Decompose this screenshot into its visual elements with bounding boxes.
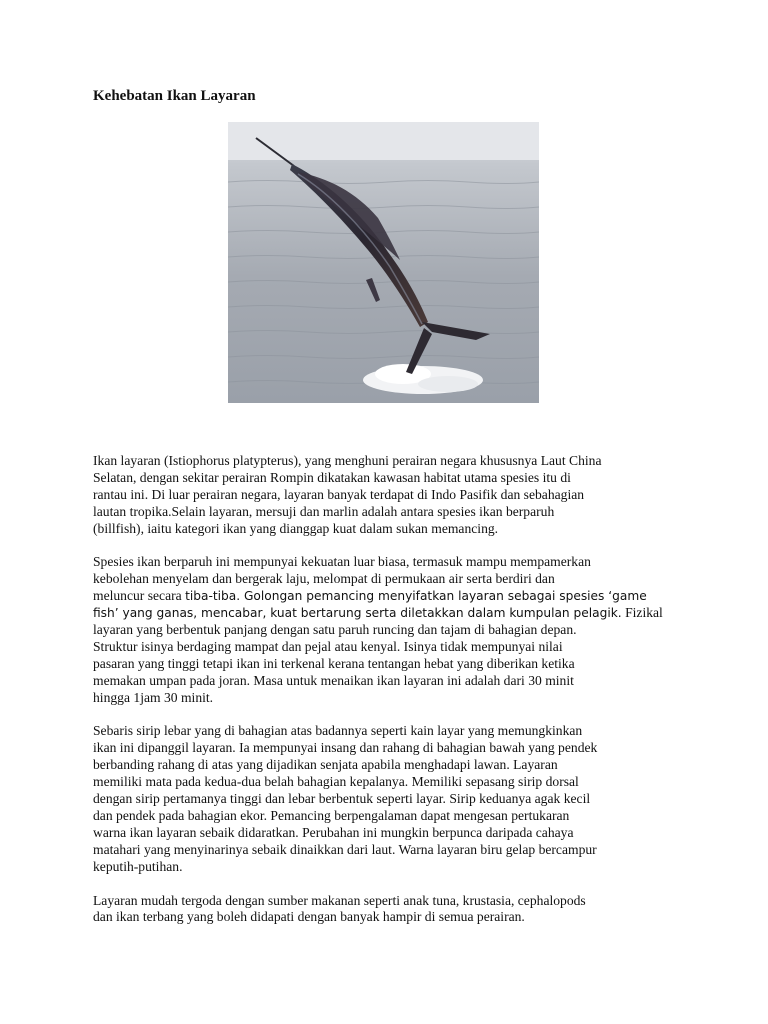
text-line: berbanding rahang di atas yang dijadikan senjata apabila menghadapi lawan. Layaran (93, 757, 558, 773)
text-line: dan ikan terbang yang boleh didapati dengan banyak hampir di semua perairan. (93, 909, 525, 925)
text-line: layaran yang berbentuk panjang dengan satu paruh runcing dan tajam di bahagian depan. (93, 622, 577, 638)
paragraph-3 (93, 723, 683, 875)
text-line: keputih-putihan. (93, 858, 183, 874)
text-line: dan pendek pada bahagian ekor. Pemancing berpengalaman dapat mengesan pertukaran (93, 808, 570, 823)
text-line: lautan tropika.Selain layaran, mersuji dan marlin adalah antara spesies ikan berparuh (93, 503, 555, 519)
text-line: Layaran mudah tergoda dengan sumber makanan seperti anak tuna, krustasia, cephalopods (93, 892, 586, 908)
text-line: pasaran yang tinggi tetapi ikan ini terkenal kerana tentangan hebat yang diberikan ketika (93, 655, 575, 671)
page-title: Kehebatan Ikan Layaran (93, 88, 256, 104)
text-line: warna ikan layaran sebaik didaratkan. Perubahan ini mungkin berpunca daripada cahaya (93, 824, 574, 840)
text-line: memakan umpan pada joran. Masa untuk menaikan ikan layaran ini adalah dari 30 minit (93, 672, 574, 688)
paragraph-1 (93, 453, 683, 538)
text-line: matahari yang menyinarinya sebaik dinaikkan dari laut. Warna layaran biru gelap bercampur (93, 841, 597, 857)
text-line: Struktur isinya berdaging mampat dan pejal atau kenyal. Isinya tidak mempunyai nilai (93, 638, 563, 654)
text-line-sans: fish’ yang ganas, mencabar, kuat bertarung serta diletakkan dalam kumpulan pelagik. (93, 606, 622, 621)
text-line: Fizikal (621, 605, 663, 621)
text-line: hingga 1jam 30 minit. (93, 689, 214, 705)
text-line: Ikan layaran (Istiophorus platypterus), yang menghuni perairan negara khususnya Laut China (93, 453, 602, 468)
article-body (93, 453, 683, 943)
paragraph-4 (93, 893, 683, 927)
text-line-sans: tiba-tiba. Golongan pemancing menyifatkan layaran sebagai spesies ‘game (185, 589, 647, 604)
text-line: kebolehan menyelam dan bergerak laju, melompat di permukaan air serta berdiri dan (93, 571, 555, 587)
text-line: Spesies ikan berparuh ini mempunyai kekuatan luar biasa, termasuk mampu mempamerkan (93, 554, 591, 570)
text-line: rantau ini. Di luar perairan negara, layaran banyak terdapat di Indo Pasifik dan sebahagian (93, 486, 585, 502)
text-line: meluncur secara (93, 588, 186, 604)
text-line: memiliki mata pada kedua-dua belah bahagian kepalanya. Memiliki sepasang sirip dorsal (93, 774, 579, 790)
sailfish-photo (228, 122, 539, 403)
text-line: dengan sirip pertamanya tinggi dan lebar berbentuk seperti layar. Sirip keduanya agak kecil (93, 791, 591, 807)
text-line: (billfish), iaitu kategori ikan yang dianggap kuat dalam sukan memancing. (93, 520, 499, 536)
text-line: Sebaris sirip lebar yang di bahagian atas badannya seperti kain layar yang memungkinkan (93, 723, 583, 739)
text-line: ikan ini dipanggil layaran. Ia mempunyai insang dan rahang di bahagian bawah yang pendek (93, 740, 598, 756)
paragraph-2 (93, 554, 683, 706)
text-line: Selatan, dengan sekitar perairan Rompin dikatakan kawasan habitat utama spesies itu di (93, 469, 571, 485)
